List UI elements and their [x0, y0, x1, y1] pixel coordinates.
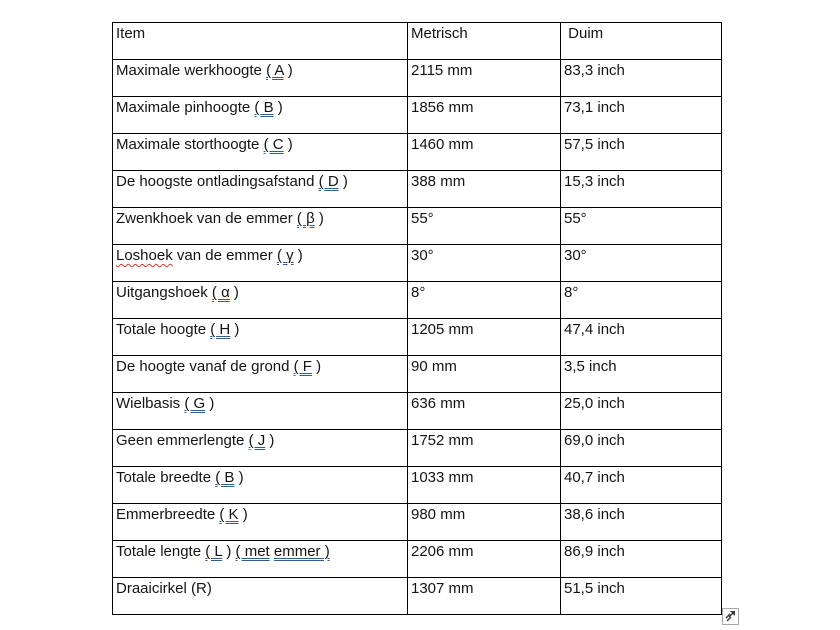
label-text: Totale hoogte: [116, 321, 211, 338]
item-cell[interactable]: [113, 171, 408, 208]
label-text: Uitgangshoek: [116, 284, 212, 301]
table-row: [113, 97, 722, 134]
table-row: [113, 393, 722, 430]
label-text: ): [273, 99, 283, 116]
reference-link[interactable]: ( K: [219, 506, 239, 523]
inch-cell[interactable]: 57,5 inch: [561, 134, 722, 171]
inch-cell[interactable]: 47,4 inch: [561, 319, 722, 356]
table-row: [113, 541, 722, 578]
spec-table: [112, 22, 722, 615]
reference-link[interactable]: ( C: [263, 136, 284, 153]
table-row: [113, 467, 722, 504]
table-body: [113, 60, 722, 615]
inch-cell[interactable]: 83,3 inch: [561, 60, 722, 97]
metric-cell[interactable]: 980 mm: [408, 504, 561, 541]
reference-link[interactable]: ( γ: [276, 247, 294, 264]
table-row: [113, 578, 722, 615]
table-row: [113, 356, 722, 393]
label-text: ): [311, 358, 322, 375]
table-row: [113, 430, 722, 467]
metric-cell[interactable]: 636 mm: [408, 393, 561, 430]
inch-cell[interactable]: 38,6 inch: [561, 504, 722, 541]
label-text: Emmerbreedte: [116, 506, 220, 523]
item-cell[interactable]: [113, 97, 408, 134]
label-text: Maximale werkhoogte: [116, 62, 267, 79]
inch-cell[interactable]: 25,0 inch: [561, 393, 722, 430]
reference-link[interactable]: ( D: [318, 173, 339, 190]
reference-link[interactable]: ( G: [184, 395, 206, 412]
metric-cell[interactable]: 1856 mm: [408, 97, 561, 134]
metric-cell[interactable]: 1307 mm: [408, 578, 561, 615]
label-text: Draaicirkel (R): [116, 580, 212, 597]
label-text: ): [283, 62, 293, 79]
metric-cell[interactable]: 8°: [408, 282, 561, 319]
item-cell[interactable]: [113, 356, 408, 393]
item-cell[interactable]: [113, 282, 408, 319]
item-cell[interactable]: [113, 578, 408, 615]
reference-link[interactable]: ( met: [235, 543, 270, 560]
label-text: De hoogte vanaf de grond: [116, 358, 294, 375]
item-cell[interactable]: [113, 541, 408, 578]
metric-cell[interactable]: 1752 mm: [408, 430, 561, 467]
item-cell[interactable]: [113, 134, 408, 171]
inch-cell[interactable]: 69,0 inch: [561, 430, 722, 467]
label-text: ): [205, 395, 215, 412]
item-cell[interactable]: [113, 319, 408, 356]
label-text: ): [229, 284, 239, 301]
inch-cell[interactable]: 40,7 inch: [561, 467, 722, 504]
item-cell[interactable]: [113, 245, 408, 282]
table-row: [113, 60, 722, 97]
table-row: [113, 504, 722, 541]
label-text: Maximale storthoogte: [116, 136, 264, 153]
label-text: ): [265, 432, 275, 449]
item-cell[interactable]: [113, 60, 408, 97]
label-text: ): [314, 210, 324, 227]
reference-link[interactable]: ( β: [296, 210, 315, 227]
item-cell[interactable]: [113, 208, 408, 245]
col-header-inch[interactable]: Duim: [561, 23, 722, 60]
reference-link[interactable]: emmer ): [273, 543, 330, 560]
table-row: [113, 245, 722, 282]
label-text: Totale breedte: [116, 469, 216, 486]
label-text: ): [338, 173, 348, 190]
reference-link[interactable]: ( L: [205, 543, 223, 560]
metric-cell[interactable]: 55°: [408, 208, 561, 245]
label-text: ): [293, 247, 303, 264]
reference-link[interactable]: ( B: [215, 469, 235, 486]
inch-cell[interactable]: 86,9 inch: [561, 541, 722, 578]
metric-cell[interactable]: 2115 mm: [408, 60, 561, 97]
reference-link[interactable]: ( A: [266, 62, 284, 79]
inch-cell[interactable]: 8°: [561, 282, 722, 319]
reference-link[interactable]: ( α: [211, 284, 230, 301]
table-row: [113, 319, 722, 356]
inch-cell[interactable]: 30°: [561, 245, 722, 282]
item-cell[interactable]: [113, 504, 408, 541]
label-text: ): [222, 543, 236, 560]
inch-cell[interactable]: 3,5 inch: [561, 356, 722, 393]
label-text: ): [238, 506, 248, 523]
metric-cell[interactable]: 388 mm: [408, 171, 561, 208]
table-row: [113, 282, 722, 319]
misspelled-word: Loshoek: [116, 247, 173, 264]
reference-link[interactable]: ( B: [254, 99, 274, 116]
col-header-item[interactable]: Item: [113, 23, 408, 60]
item-cell[interactable]: [113, 393, 408, 430]
table-row: [113, 171, 722, 208]
table-row: [113, 134, 722, 171]
label-text: ): [234, 469, 244, 486]
label-text: Geen emmerlengte: [116, 432, 249, 449]
reference-link[interactable]: ( F: [293, 358, 312, 375]
header-row: [113, 23, 722, 60]
label-text: van de emmer: [172, 247, 277, 264]
label-text: ): [283, 136, 293, 153]
inch-cell[interactable]: 55°: [561, 208, 722, 245]
item-cell[interactable]: [113, 467, 408, 504]
inch-cell[interactable]: 15,3 inch: [561, 171, 722, 208]
inch-cell[interactable]: 73,1 inch: [561, 97, 722, 134]
label-text: ): [230, 321, 240, 338]
metric-cell[interactable]: 1033 mm: [408, 467, 561, 504]
metric-cell[interactable]: 90 mm: [408, 356, 561, 393]
label-text: Maximale pinhoogte: [116, 99, 255, 116]
item-cell[interactable]: [113, 430, 408, 467]
label-text: Wielbasis: [116, 395, 185, 412]
metric-cell[interactable]: 30°: [408, 245, 561, 282]
table-row: [113, 208, 722, 245]
table-resize-handle-icon[interactable]: [721, 605, 740, 626]
metric-cell[interactable]: 2206 mm: [408, 541, 561, 578]
metric-cell[interactable]: 1460 mm: [408, 134, 561, 171]
reference-link[interactable]: ( J: [248, 432, 266, 449]
label-text: De hoogste ontladingsafstand: [116, 173, 319, 190]
col-header-metric[interactable]: Metrisch: [408, 23, 561, 60]
inch-cell[interactable]: 51,5 inch: [561, 578, 722, 615]
metric-cell[interactable]: 1205 mm: [408, 319, 561, 356]
label-text: Totale lengte: [116, 543, 206, 560]
reference-link[interactable]: ( H: [210, 321, 231, 338]
label-text: Zwenkhoek van de emmer: [116, 210, 297, 227]
